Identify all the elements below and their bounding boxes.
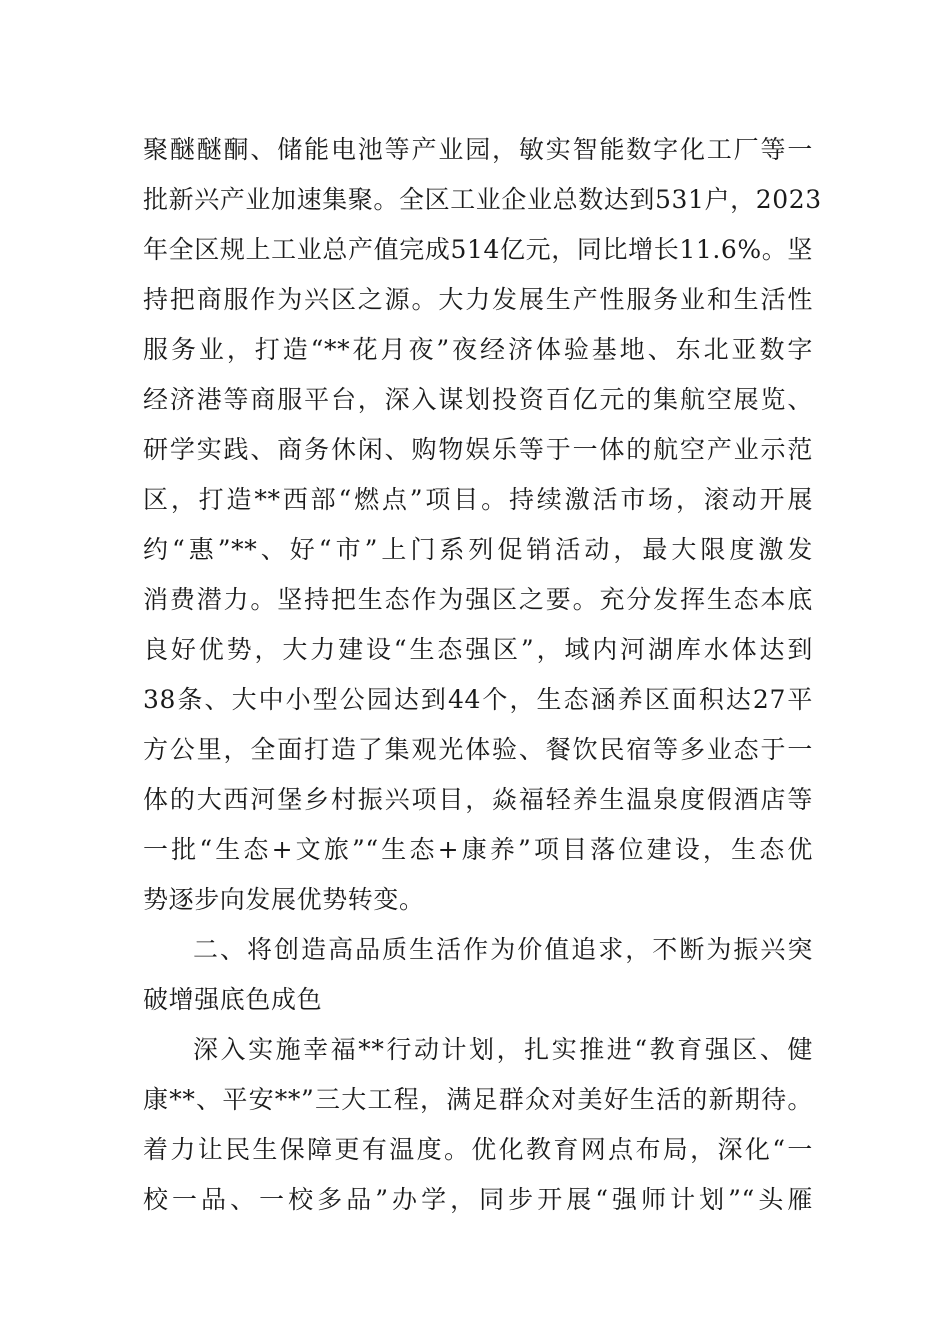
text-line-11: 良好优势，大力建设“生态强区”，域内河湖库水体达到 <box>143 635 813 664</box>
text-line-5: 服务业，打造“**花月夜”夜经济体验基地、东北亚数字 <box>143 335 813 364</box>
text-line-21: 着力让民生保障更有温度。优化教育网点布局，深化“一 <box>143 1135 813 1164</box>
text-line-2: 批新兴产业加速集聚。全区工业企业总数达到531户，2023 <box>143 185 822 214</box>
text-line-9: 约“惠”**、好“市”上门系列促销活动，最大限度激发 <box>143 535 813 564</box>
text-line-15: 一批“生态+文旅”“生态+康养”项目落位建设，生态优 <box>143 835 813 864</box>
text-line-1: 聚醚醚酮、储能电池等产业园，敏实智能数字化工厂等一 <box>143 135 813 164</box>
text-line-14: 体的大西河堡乡村振兴项目，焱福轻养生温泉度假酒店等 <box>143 785 813 814</box>
text-line-4: 持把商服作为兴区之源。大力发展生产性服务业和生活性 <box>143 285 813 314</box>
text-line-7: 研学实践、商务休闲、购物娱乐等于一体的航空产业示范 <box>143 435 813 464</box>
text-line-19: 深入实施幸福**行动计划，扎实推进“教育强区、健 <box>193 1035 813 1064</box>
text-line-10: 消费潜力。坚持把生态作为强区之要。充分发挥生态本底 <box>143 585 813 614</box>
section-heading-line-1: 二、将创造高品质生活作为价值追求，不断为振兴突 <box>193 935 813 964</box>
text-line-3: 年全区规上工业总产值完成514亿元，同比增长11.6%。坚 <box>143 235 813 264</box>
text-line-16: 势逐步向发展优势转变。 <box>143 885 425 914</box>
text-line-20: 康**、平安**”三大工程，满足群众对美好生活的新期待。 <box>143 1085 813 1114</box>
section-heading-line-2: 破增强底色成色 <box>143 985 323 1014</box>
text-line-8: 区，打造**西部“燃点”项目。持续激活市场，滚动开展 <box>143 485 813 514</box>
text-line-6: 经济港等商服平台，深入谋划投资百亿元的集航空展览、 <box>143 385 813 414</box>
text-line-22: 校一品、一校多品”办学，同步开展“强师计划”“头雁 <box>143 1185 813 1214</box>
text-line-12: 38条、大中小型公园达到44个，生态涵养区面积达27平 <box>143 685 813 714</box>
text-line-13: 方公里，全面打造了集观光体验、餐饮民宿等多业态于一 <box>143 735 813 764</box>
